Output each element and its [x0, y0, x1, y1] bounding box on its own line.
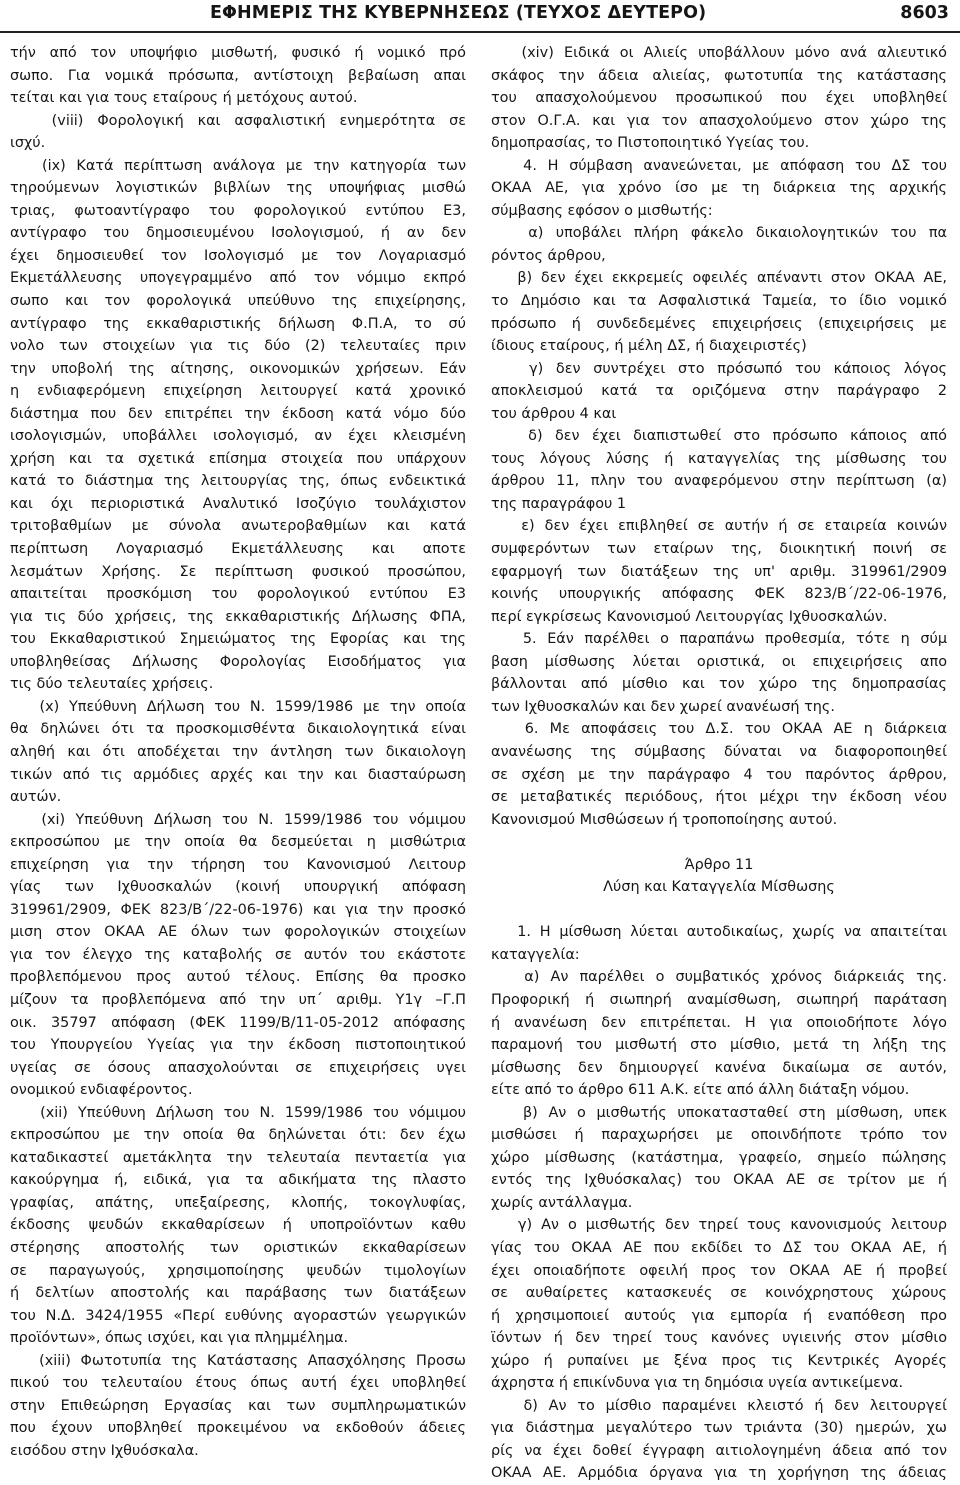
article-heading-line: Λύση και Καταγγελία Μίσθωσης — [603, 879, 835, 896]
text-line: (xiii) Φωτοτυπία της Κατάστασης Απασχόλησης Προσω — [10, 1352, 466, 1369]
page-number: 8603 — [900, 3, 949, 23]
text-line: χωρίς αντάλλαγμα. — [491, 1194, 633, 1211]
text-line: στέρησης αποστολής των οριστικών εκκαθαρίσεων — [10, 1239, 466, 1256]
text-line: γ) δεν συντρέχει στο πρόσωπό του κάποιος λόγος — [491, 360, 947, 377]
text-line: β) Αν ο μισθωτής υποκατασταθεί στη μίσθωση, υπεκ — [491, 1104, 947, 1121]
text-line: έκδοσης ψευδών εκκαθαρίσεων ή υποπροϊόντων καθυ — [10, 1217, 466, 1234]
text-line: τικών από τις αρμόδιες αρχές και την και διασταύρωση — [10, 766, 466, 783]
text-line: χώρο μίσθωσης (κατάστημα, γραφείο, σημείο πώλησης — [491, 1149, 947, 1166]
text-line: ή δελτίων αποστολής και παράβασης των διατάξεων — [10, 1285, 466, 1302]
text-line: (xiv) Ειδικά οι Αλιείς υποβάλλουν μόνο ανά αλιευτικό — [491, 45, 947, 61]
text-line: χώρο ή ρυπαίνει με ξένα προς τις Κεντρικές Αγορές — [491, 1352, 947, 1369]
text-line: νολο των στοιχείων για τις δύο (2) τελευταίες πριν — [10, 338, 466, 355]
text-line: υγείας σε όσους απασχολούνται σε επιχειρήσεις υγει — [10, 1059, 466, 1076]
text-line: του άρθρου 4 και — [491, 405, 617, 422]
text-line: για διάστημα μεγαλύτερο των τριάντα (30) ημερών, χω — [491, 1420, 947, 1437]
text-line: ίδιους εταίρους, ή μέλη ΔΣ, ή διαχειριστές) — [491, 338, 807, 355]
text-line: μίσθωσης δεν δημιουργεί κανένα δικαίωμα σε αυτόν, — [491, 1059, 947, 1076]
text-line: διάστημα που δεν επιτρέπει την έκδοση κατά νόμο δύο — [10, 405, 466, 422]
text-line: σε μεταβατικές περιόδους, ήτοι μέχρι την έκδοση νέου — [491, 789, 947, 806]
text-line: (viii) Φορολογική και ασφαλιστική ενημερότητα σε — [10, 112, 466, 129]
text-line: (ix) Κατά περίπτωση ανάλογα με την κατηγορία των — [10, 157, 466, 174]
text-line: έχει δημοσιευθεί τον Ισολογισμό με τον Λογαριασμό — [10, 247, 466, 264]
text-line: μισθώσει ή παραχωρήσει με οποινδήποτε τρόπο τον — [491, 1127, 947, 1144]
text-line: που έχουν υποβληθεί προκειμένου να εκδοθούν άδειες — [10, 1420, 466, 1437]
text-line: της παραγράφου 1 — [491, 495, 627, 512]
text-line: περίπτωση Λογαριασμό Εκμετάλλευσης και αποτε — [10, 541, 466, 558]
text-line: α) Αν παρέλθει ο συμβατικός χρόνος διάρκειάς της. — [491, 969, 947, 986]
text-line: του Υπουργείου Υγείας για την έκδοση πιστοποιητικού — [10, 1037, 466, 1054]
text-line: σε παραγωγούς, χρησιμοποίησης ψευδών τιμολογίων — [10, 1262, 466, 1279]
text-line: δ) δεν έχει διαπιστωθεί στο πρόσωπο κάποιος από — [491, 428, 947, 445]
text-line: συμφερόντων των εταίρων της, διοικητική ποινή σε — [491, 541, 947, 558]
text-line: εφαρμογή των διατάξεων της υπ' αριθμ. 319961/2909 — [491, 563, 947, 580]
text-line: χρήση και τα σχετικά επίσημα στοιχεία που υπάρχουν — [10, 450, 466, 467]
text-line: αντίγραφο της εκκαθαριστικής δήλωση Φ.Π.Α, το σύ — [10, 315, 466, 332]
text-line: ΟΚΑΑ ΑΕ, για χρόνο ίσο με τη διάρκεια της αρχικής — [491, 180, 947, 197]
text-line: και όχι περιοριστικά Αναλυτικό Ισοζύγιο τουλάχιστον — [10, 495, 466, 512]
text-line: προβλεπόμενου προς αυτού τέλους. Επίσης θα προσκο — [10, 969, 466, 986]
text-line: είτε από το άρθρο 611 Α.Κ. είτε από άλλη διάταξη νόμου. — [491, 1082, 910, 1099]
text-line: εισόδου στην Ιχθυόσκαλα. — [10, 1442, 199, 1459]
text-line: βάλλονται από μίσθιο και τον χώρο της δημοπρασίας — [491, 676, 947, 693]
text-line: β) δεν έχει εκκρεμείς οφειλές απέναντι στον ΟΚΑΑ ΑΕ, — [491, 270, 947, 287]
text-line: πικού του τελευταίου έτους όπως αυτή έχει υποβληθεί — [10, 1375, 466, 1392]
text-line: την υποβολή της αίτησης, οικονομικών χρήσεων. Εάν — [10, 360, 466, 377]
header-divider — [0, 31, 960, 33]
text-line: τείται και για τους εταίρους ή μετόχους αυτού. — [10, 90, 358, 107]
text-line: επιχείρηση για την τήρηση του Κανονισμού Λειτουρ — [10, 856, 466, 873]
text-line: καταγγελία: — [491, 946, 580, 963]
text-line: τήν από τον υποψήφιο μισθωτή, φυσικό ή νομικό πρό — [10, 45, 466, 61]
text-line: α) υποβάλει πλήρη φάκελο δικαιολογητικών του πα — [491, 225, 947, 242]
text-line: 319961/2909, ΦΕΚ 823/Β΄/22-06-1976) και για την προσκό — [10, 901, 466, 918]
text-line: του απασχολούμενου προσωπικού που έχει υποβληθεί — [491, 90, 947, 107]
text-line: ρόντος άρθρου, — [491, 247, 606, 264]
text-line: μίζουν τα προβλεπόμενα από την υπ΄ αριθμ. Υ1γ –Γ.Π — [10, 991, 466, 1008]
text-line: οικ. 35797 απόφαση (ΦΕΚ 1199/Β/11-05-2012 απόφασης — [10, 1014, 466, 1031]
text-line: 4. Η σύμβαση ανανεώνεται, με απόφαση του ΔΣ του — [491, 157, 947, 174]
text-line: θα δηλώνει ότι τα προσκομισθέντα δικαιολογητικά είναι — [10, 721, 466, 738]
text-line: (xii) Υπεύθυνη Δήλωση του Ν. 1599/1986 του νόμιμου — [10, 1104, 466, 1121]
text-line: σωπο και τον φορολογικά υπεύθυνο της επιχείρησης, — [10, 293, 466, 310]
text-line: 5. Εάν παρέλθει ο παραπάνω προθεσμία, τότε η σύμ — [491, 631, 947, 648]
page-header — [0, 0, 960, 34]
text-line: ανανέωσης της σύμβασης δύναται να διαφοροποιηθεί — [491, 743, 947, 760]
text-line: τις δύο τελευταίες χρήσεις. — [10, 676, 214, 693]
text-line: αληθή και ότι αποδέχεται την άντληση των δικαιολογη — [10, 743, 466, 760]
text-line: έχει οποιαδήποτε οφειλή προς τον ΟΚΑΑ ΑΕ ή προβεί — [491, 1262, 947, 1279]
text-line: του Ν.Δ. 3424/1955 «Περί ευθύνης αγοραστών γεωργικών — [10, 1307, 466, 1324]
text-line: απαιτείται προσκόμιση του φορολογικού εντύπου Ε3 — [10, 586, 466, 603]
text-line: λεσμάτων Χρήσης. Σε περίπτωση φυσικού προσώπου, — [10, 563, 466, 580]
text-line: γίας των Ιχθυοσκαλών (κοινή υπουργική απόφαση — [10, 879, 466, 896]
text-line: ε) δεν έχει επιβληθεί σε αυτήν ή σε εταιρεία κοινών — [491, 518, 947, 535]
text-line: σκάφος την άδεια αλιείας, φωτοτυπία της κατάστασης — [491, 67, 947, 84]
right-column — [491, 42, 947, 1485]
text-line: σύμβασης εφόσον ο μισθωτής: — [491, 202, 713, 219]
text-line: γραφίας, απάτης, υπεξαίρεσης, κλοπής, τοκογλυφίας, — [10, 1194, 466, 1211]
text-line: των Ιχθυοσκαλών και δεν χωρεί ανανέωσή της. — [491, 698, 835, 715]
text-line: κακούργημα ή, ειδικά, για τα αδικήματα της πλαστο — [10, 1172, 466, 1189]
text-line: σωπο. Για νομικά πρόσωπα, αντίστοιχη βεβαίωση απαι — [10, 67, 466, 84]
text-line: ή ανανέωση δεν επιτρέπεται. Η για οποιοδήποτε λόγο — [491, 1014, 947, 1031]
text-line: εκπροσώπου με την οποία θα δεσμεύεται η μισθώτρια — [10, 834, 466, 851]
text-line: βαση μίσθωσης λύεται οριστικά, οι επιχειρήσεις απο — [491, 653, 947, 670]
text-line: ισχύ. — [10, 135, 46, 152]
text-line: ΟΚΑΑ ΑΕ. Αρμόδια όργανα για τη χορήγηση της άδειας — [491, 1465, 947, 1482]
text-line: κατά το διάστημα της λειτουργίας της, όπως ενδεικτικά — [10, 473, 466, 490]
gazette-title: ΕΦΗΜΕΡΙΣ ΤΗΣ ΚΥΒΕΡΝΗΣΕΩΣ (ΤΕΥΧΟΣ ΔΕΥΤΕΡΟ) — [210, 3, 707, 23]
text-line: ισολογισμών, υποβάλλει ισολογισμό, αν έχει κλεισμένη — [10, 428, 466, 445]
text-line: καταδικαστεί αμετάκλητα την τελευταία πενταετία για — [10, 1149, 466, 1166]
text-line: γ) Αν ο μισθωτής δεν τηρεί τους κανονισμούς λειτουρ — [491, 1217, 947, 1234]
text-line: τηρούμενων λογιστικών βιβλίων της υποψήφιας μισθώ — [10, 180, 466, 197]
text-line — [491, 831, 947, 854]
text-line: η ενδιαφερόμενη επιχείρηση λειτουργεί κατά χρονικό — [10, 383, 466, 400]
text-line: εκπροσώπου με την οποία θα δηλώνεται ότι: δεν έχω — [10, 1127, 466, 1144]
text-line: παραμονή του μισθωτή στο μίσθιο, μετά τη λήξη της — [491, 1037, 947, 1054]
text-line: ή χρησιμοποιεί αυτούς για εμπορία ή εναπόθεση προ — [491, 1307, 947, 1324]
text-line: για τον έλεγχο της καταβολής σε αυτόν του εκάστοτε — [10, 946, 466, 963]
text-line: αντίγραφο του δημοσιευμένου Ισολογισμού, ή αν δεν — [10, 225, 466, 242]
left-column — [10, 42, 466, 1462]
text-line: 6. Με αποφάσεις του Δ.Σ. του ΟΚΑΑ ΑΕ η διάρκεια — [491, 721, 947, 738]
text-line: εντός της Ιχθυόσκαλας) του ΟΚΑΑ ΑΕ σε τρίτον με ή — [491, 1172, 947, 1189]
text-line: μιση στον ΟΚΑΑ ΑΕ όλων των φορολογικών στοιχείων — [10, 924, 466, 941]
text-line: στον Ο.Γ.Α. και για τον απασχολούμενο στον χώρο της — [491, 112, 947, 129]
text-line: σε σχέση με την παράγραφο 4 του παρόντος άρθρου, — [491, 766, 947, 783]
text-line: δημοπρασίας, το Πιστοποιητικό Υγείας του. — [491, 135, 810, 152]
text-line: το Δημόσιο και τα Ασφαλιστικά Ταμεία, το ίδιο νομικό — [491, 293, 947, 310]
text-line: τριτοβαθμίων με σύνολα ανωτεροβαθμίων και κατά — [10, 518, 466, 535]
text-line: προϊόντων», όπως ισχύει, και για πλημμέλημα. — [10, 1330, 349, 1347]
text-line: Προφορική ή σιωπηρή αναμίσθωση, σιωπηρή παράταση — [491, 991, 947, 1008]
text-line: ϊόντων ή δεν τηρεί τους κανόνες υγιεινής στον μίσθιο — [491, 1330, 947, 1347]
text-line: Κανονισμού Μισθώσεων ή τροποποίησης αυτού. — [491, 811, 838, 828]
text-line: ονομικού ενδιαφέροντος. — [10, 1082, 193, 1099]
text-line: (x) Υπεύθυνη Δήλωση του Ν. 1599/1986 με την οποία — [10, 698, 466, 715]
text-line: αποκλεισμού κατά τα οριζόμενα στην παράγραφο 2 — [491, 383, 947, 400]
text-line: δ) Αν το μίσθιο παραμένει κλειστό ή δεν λειτουργεί — [491, 1397, 947, 1414]
text-line: άχρηστα ή επικίνδυνα για τη δημόσια υγεία αντικείμενα. — [491, 1375, 904, 1392]
text-line: ρίς να έχει δοθεί έγγραφη αιτιολογημένη άδεια από τον — [491, 1442, 947, 1459]
article-heading-line: Άρθρο 11 — [684, 856, 754, 873]
text-line: στην Επιθεώρηση Εργασίας και των συμπληρωματικών — [10, 1397, 466, 1414]
text-line: κοινής υπουργικής απόφασης ΦΕΚ 823/Β΄/22-06-1976, — [491, 586, 947, 603]
text-line: Εκμετάλλευσης υπογεγραμμένο από τον νόμιμο εκπρό — [10, 270, 466, 287]
text-line: πρόσωπο ή συνδεδεμένες επιχειρήσεις (επιχειρήσεις με — [491, 315, 947, 332]
text-line: σε αυθαίρετες κατασκευές σε κοινόχρηστους χώρους — [491, 1285, 947, 1302]
text-line: τριας, φωτοαντίγραφο του φορολογικού εντύπου Ε3, — [10, 202, 466, 219]
text-line: του Εκκαθαριστικού Σημειώματος της Εφορίας και της — [10, 631, 466, 648]
text-line: άρθρου 11, πλην του αναφερόμενου στην περίπτωση (α) — [491, 473, 947, 490]
text-line: τους λόγους λύσης ή καταγγελίας της μίσθωσης του — [491, 450, 947, 467]
text-line: για τις δύο χρήσεις, της εκκαθαριστικής Δήλωσης ΦΠΑ, — [10, 608, 466, 625]
text-line: περί εγκρίσεως Κανονισμού Λειτουργίας Ιχθυοσκαλών. — [491, 608, 888, 625]
text-line: 1. Η μίσθωση λύεται αυτοδικαίως, χωρίς να απαιτείται — [491, 924, 947, 941]
text-line — [491, 899, 947, 922]
text-line: υποβληθείσας Δήλωσης Φορολογίας Εισοδήματος για — [10, 653, 466, 670]
text-line: γίας του ΟΚΑΑ ΑΕ που εκδίδει το ΔΣ του ΟΚΑΑ ΑΕ, ή — [491, 1239, 947, 1256]
text-line: (xi) Υπεύθυνη Δήλωση του Ν. 1599/1986 του νόμιμου — [10, 811, 466, 828]
text-line: αυτών. — [10, 789, 62, 806]
